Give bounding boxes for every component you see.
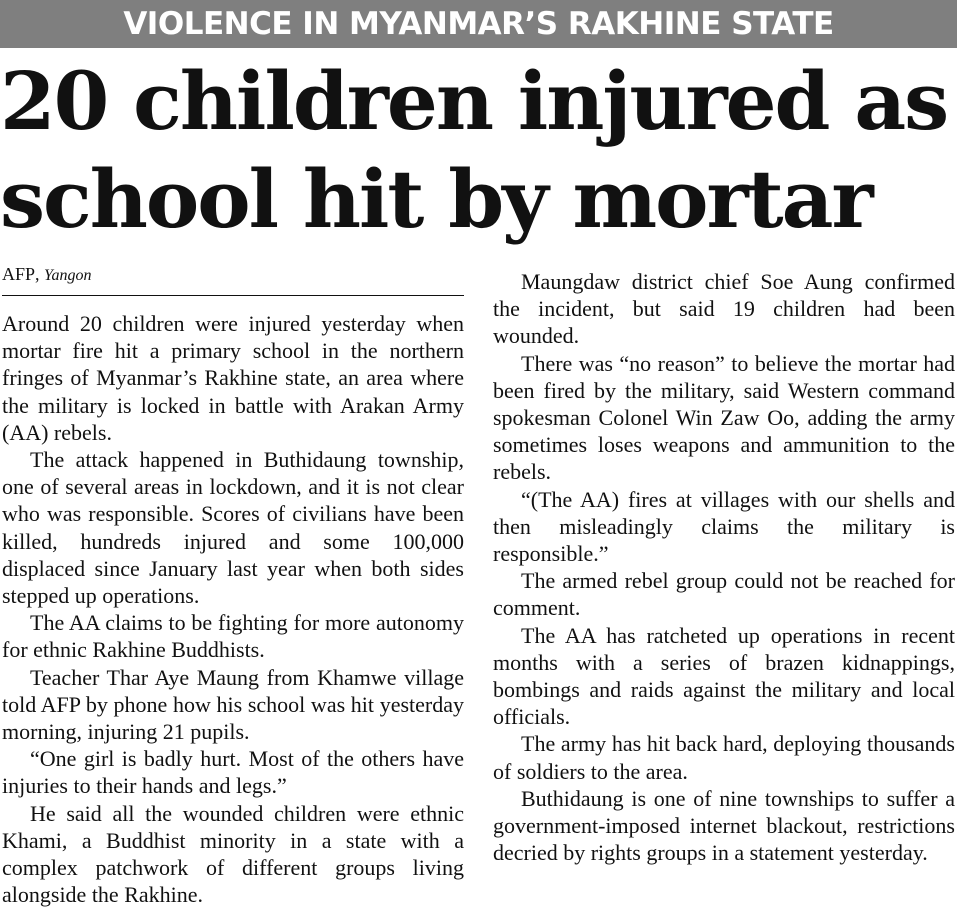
article-column-right (493, 268, 955, 866)
article-paragraph: The army has hit back hard, deploying thousands of soldiers to the area. (493, 731, 955, 784)
article-paragraph: The attack happened in Buthidaung township, one of several areas in lockdown, and it is not clear who was responsible. Scores of civilians have been killed, hundreds injured and some 100,000 displaced since January last year when both sides stepped up operations. (2, 447, 464, 609)
headline: 20 children injured as school hit by mortar (0, 54, 948, 246)
article-paragraph: Around 20 children were injured yesterday when mortar fire hit a primary school in the northern fringes of Myanmar’s Rakhine state, an area where the military is locked in battle with Arakan Army (AA) rebels. (2, 311, 464, 445)
article-column-left (2, 310, 464, 908)
article-paragraph: “(The AA) fires at villages with our shells and then misleadingly claims the military is responsible.” (493, 486, 955, 567)
byline (2, 264, 464, 296)
byline-location: Yangon (44, 267, 92, 284)
article-paragraph: The AA has ratcheted up operations in recent months with a series of brazen kidnappings, bombings and raids against the military and local officials. (493, 622, 955, 730)
article-paragraph: Buthidaung is one of nine townships to suffer a government-imposed internet blackout, restrictions decried by rights groups in a statement yesterday. (493, 785, 955, 866)
article-paragraph: The AA claims to be fighting for more autonomy for ethnic Rakhine Buddhists. (2, 610, 464, 663)
article-paragraph: The armed rebel group could not be reached for comment. (493, 568, 955, 621)
article-paragraph: Teacher Thar Aye Maung from Khamwe village told AFP by phone how his school was hit yesterday morning, injuring 21 pupils. (2, 664, 464, 745)
byline-agency: AFP (2, 264, 36, 284)
byline-separator: , (35, 264, 40, 284)
article-paragraph: He said all the wounded children were ethnic Khami, a Buddhist minority in a state with a complex patchwork of different groups living alongside the Rakhine. (2, 800, 464, 908)
article-paragraph: “One girl is badly hurt. Most of the others have injuries to their hands and legs.” (2, 746, 464, 799)
article-paragraph: There was “no reason” to believe the mortar had been fired by the military, said Western command spokesman Colonel Win Zaw Oo, adding the army sometimes loses weapons and ammunition to the rebels. (493, 350, 955, 485)
article-paragraph: Maungdaw district chief Soe Aung confirmed the incident, but said 19 children had been wounded. (493, 269, 955, 349)
section-banner: VIOLENCE IN MYANMAR’S RAKHINE STATE (0, 0, 957, 48)
